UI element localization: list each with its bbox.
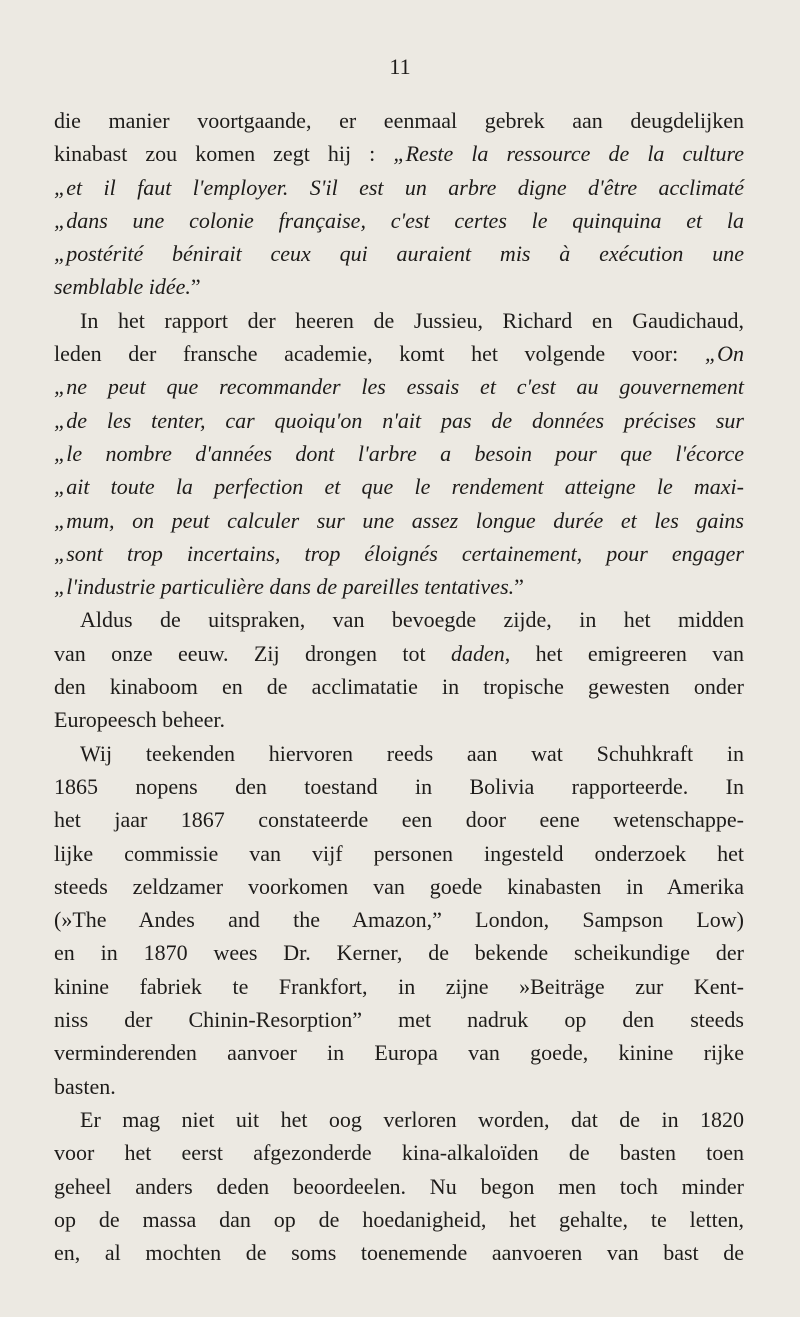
italic-text: „ne peut que recommander les essais et c'est au gouvernement [54, 374, 744, 400]
italic-text: semblable idée. [54, 274, 191, 300]
text-span: niss der Chinin-Resorption” met nadruk op den steeds [54, 1007, 744, 1033]
text-span: kinine fabriek te Frankfort, in zijne »Beiträge zur Kent- [54, 973, 744, 999]
body-text [54, 104, 744, 1269]
text-line [54, 470, 744, 503]
text-line [54, 970, 744, 1003]
text-line [54, 137, 744, 170]
text-line [54, 1236, 744, 1269]
text-span: Aldus de uitspraken, van bevoegde zijde, in het midden [80, 607, 744, 633]
text-span: Europeesch beheer. [54, 707, 226, 733]
italic-text: „postérité bénirait ceux qui auraient mis à exécution une [54, 241, 744, 267]
text-span: den kinaboom en de acclimatatie in tropische gewesten onder [54, 674, 744, 700]
text-span: Er mag niet uit het oog verloren worden, dat de in 1820 [80, 1106, 744, 1132]
text-line [54, 637, 744, 670]
text-span: het jaar 1867 constateerde een door eene wetenschappe- [54, 807, 744, 833]
text-line [54, 1170, 744, 1203]
text-line [54, 903, 744, 936]
text-span: steeds zeldzamer voorkomen van goede kinabasten in Amerika [54, 873, 744, 899]
text-line [54, 204, 744, 237]
text-span: geheel anders deden beoordeelen. Nu begon men toch minder [54, 1173, 744, 1199]
text-line [54, 770, 744, 803]
text-line [54, 1203, 744, 1236]
italic-text: „Reste la ressource de la culture [393, 141, 745, 167]
italic-text: „de les tenter, car quoiqu'on n'ait pas de données précises sur [54, 407, 744, 433]
text-span: verminderenden aanvoer in Europa van goede, kinine rijke [54, 1040, 744, 1066]
text-line [54, 1003, 744, 1036]
text-line [54, 1103, 744, 1136]
text-line [54, 870, 744, 903]
text-line [54, 337, 744, 370]
text-line [54, 1036, 744, 1069]
text-line [54, 171, 744, 204]
text-span: In het rapport der heeren de Jussieu, Richard en Gaudichaud, [80, 307, 744, 333]
italic-text: „sont trop incertains, trop éloignés certainement, pour engager [54, 540, 744, 566]
text-line [54, 570, 744, 603]
text-line [54, 270, 744, 303]
text-line [54, 737, 744, 770]
text-line [54, 404, 744, 437]
text-line [54, 237, 744, 270]
text-span: leden der fransche academie, komt het volgende voor: [54, 341, 705, 367]
italic-text: „On [704, 341, 744, 367]
text-span: (»The Andes and the Amazon,” London, Sampson Low) [54, 907, 744, 933]
text-span: 1865 nopens den toestand in Bolivia rapporteerde. In [54, 773, 744, 799]
italic-text: „le nombre d'années dont l'arbre a besoin pour que l'écorce [54, 440, 744, 466]
text-line [54, 504, 744, 537]
text-line [54, 437, 744, 470]
text-span: basten. [54, 1073, 116, 1099]
text-line [54, 304, 744, 337]
text-span: ” [514, 574, 524, 600]
text-line [54, 703, 744, 736]
italic-text: „dans une colonie française, c'est certes le quinquina et la [54, 207, 744, 233]
text-line [54, 104, 744, 137]
text-line [54, 1136, 744, 1169]
text-line [54, 803, 744, 836]
italic-text: „et il faut l'employer. S'il est un arbre digne d'être acclimaté [54, 174, 744, 200]
text-line [54, 603, 744, 636]
text-line [54, 1070, 744, 1103]
text-span: die manier voortgaande, er eenmaal gebrek aan deugdelijken [54, 108, 744, 133]
italic-text: „ait toute la perfection et que le rendement atteigne le maxi- [54, 474, 744, 500]
italic-text: „l'industrie particulière dans de pareilles tentatives. [54, 574, 515, 600]
text-line [54, 936, 744, 969]
text-span: op de massa dan op de hoedanigheid, het gehalte, te letten, [54, 1206, 744, 1232]
text-span: en, al mochten de soms toenemende aanvoeren van bast de [54, 1240, 744, 1266]
text-line [54, 370, 744, 403]
italic-text: daden [451, 640, 505, 666]
text-span: van onze eeuw. Zij drongen tot [54, 640, 452, 666]
text-span: Wij teekenden hiervoren reeds aan wat Schuhkraft in [80, 740, 744, 766]
italic-text: „mum, on peut calculer sur une assez longue durée et les gains [54, 507, 744, 533]
text-span: ” [190, 274, 201, 300]
text-line [54, 670, 744, 703]
text-span: en in 1870 wees Dr. Kerner, de bekende scheikundige der [54, 940, 744, 966]
text-span: voor het eerst afgezonderde kina-alkaloïden de basten toen [54, 1140, 744, 1166]
text-line [54, 837, 744, 870]
text-span: lijke commissie van vijf personen ingesteld onderzoek het [54, 840, 744, 866]
text-line [54, 537, 744, 570]
page-number: 11 [389, 54, 411, 79]
text-span: , het emigreeren van [504, 640, 745, 666]
text-span: kinabast zou komen zegt hij : [54, 141, 394, 167]
